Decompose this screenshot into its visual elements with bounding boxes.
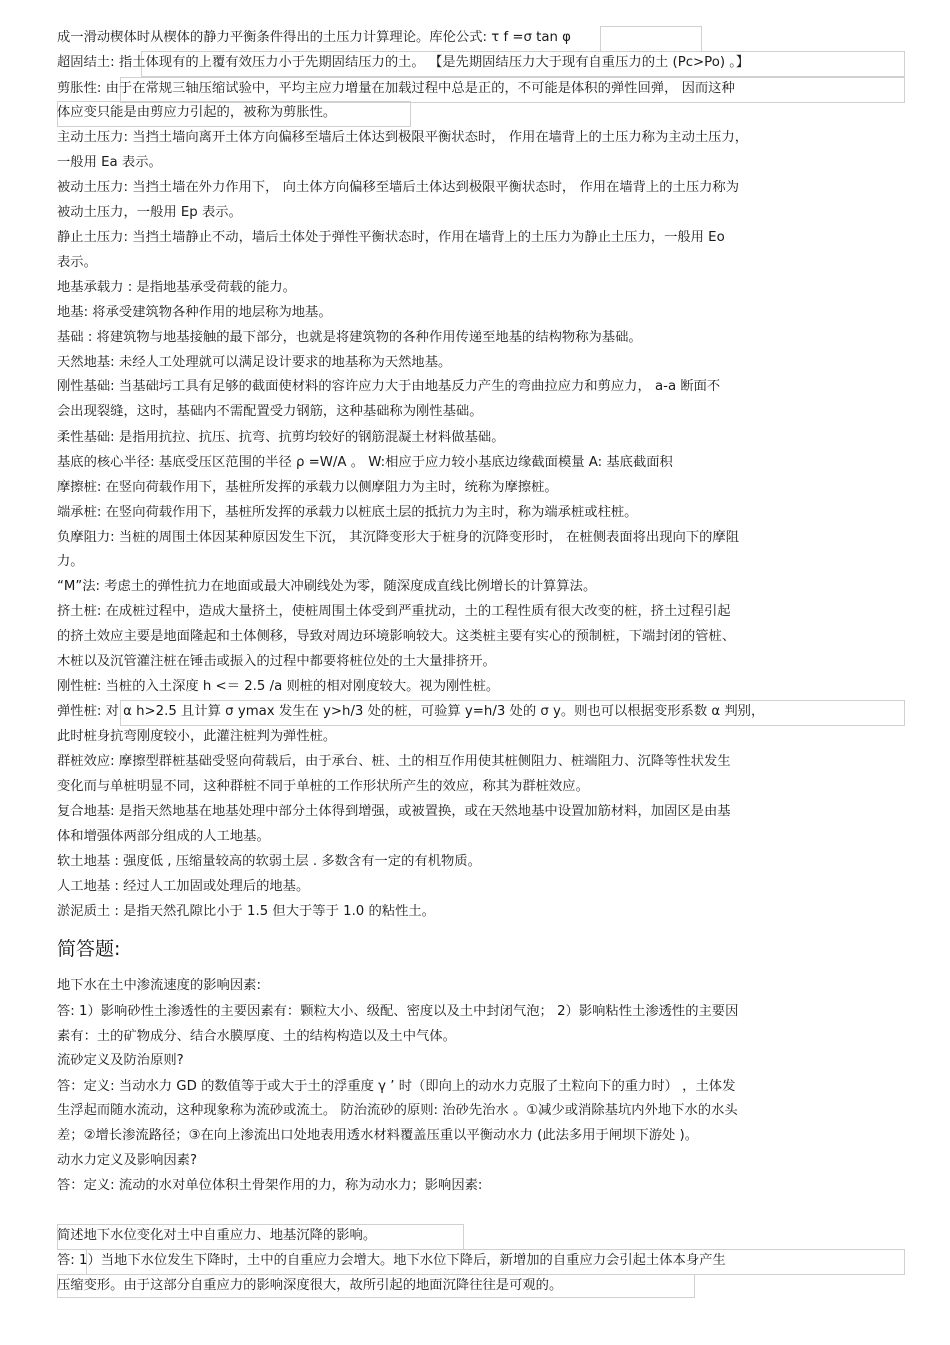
definition-line: 负摩阻力: 当桩的周围土体因某种原因发生下沉， 其沉降变形大于桩身的沉降变形时， 在桩侧表面将出现向下的摩阻 <box>57 530 740 545</box>
definition-line: 刚性桩: 当桩的入土深度 h <＝ 2.5 /a 则桩的相对刚度较大。视为刚性桩。 <box>57 679 500 694</box>
definition-line: “M”法: 考虑土的弹性抗力在地面或最大冲刷线处为零，随深度成直线比例增长的计算算法。 <box>57 579 597 594</box>
definition-line: 主动土压力: 当挡土墙向离开土体方向偏移至墙后土体达到极限平衡状态时， 作用在墙背上的土压力称为主动土压力， <box>57 130 749 145</box>
definition-line: 体和增强体两部分组成的人工地基。 <box>57 829 270 844</box>
qa-line: 生浮起而随水流动，这种现象称为流砂或流土。 防治流砂的原则: 治砂先治水 。①减少或消除基坑内外地下水的水头 <box>57 1103 738 1118</box>
qa-line: 答: 1）影响砂性土渗透性的主要因素有：颗粒大小、级配、密度以及土中封闭气泡； 2）影响粘性土渗透性的主要因 <box>57 1004 739 1019</box>
definition-line: 的挤土效应主要是地面隆起和土体侧移，导致对周边环境影响较大。这类桩主要有实心的预制桩，下端封闭的管桩、 <box>57 629 736 644</box>
definition-line: 被动土压力: 当挡土墙在外力作用下， 向土体方向偏移至墙后土体达到极限平衡状态时， 作用在墙背上的土压力称为 <box>57 180 740 195</box>
qa-line: 差；②增长渗流路径；③在向上渗流出口处地表用透水材料覆盖压重以平衡动水力 (此法多用于闸坝下游处 )。 <box>57 1128 699 1143</box>
definition-line: 挤土桩: 在成桩过程中，造成大量挤土，使桩周围土体受到严重扰动，土的工程性质有很大改变的桩，挤土过程引起 <box>57 604 731 619</box>
definition-line: 端承桩: 在竖向荷载作用下，基桩所发挥的承载力以桩底土层的抵抗力为主时，称为端承桩或柱桩。 <box>57 505 638 520</box>
definition-line: 基底的核心半径: 基底受压区范围的半径 ρ =W/A 。 W:相应于应力较小基底边缘截面模量 A: 基底截面积 <box>57 455 673 470</box>
definition-line: 地基: 将承受建筑物各种作用的地层称为地基。 <box>57 305 332 320</box>
definition-line: 会出现裂缝，这时，基础内不需配置受力钢筋，这种基础称为刚性基础。 <box>57 404 483 419</box>
definition-line: 超固结土: 指土体现有的上覆有效压力小于先期固结压力的土。 【是先期固结压力大于现有自重压力的土 (Pc>Po) 。】 <box>57 55 750 70</box>
definition-line: 一般用 Ea 表示。 <box>57 155 162 170</box>
definition-line: 天然地基: 未经人工处理就可以满足设计要求的地基称为天然地基。 <box>57 355 452 370</box>
definition-line: 地基承载力 : 是指地基承受荷载的能力。 <box>57 280 296 295</box>
definition-line: 复合地基: 是指天然地基在地基处理中部分土体得到增强，或被置换，或在天然地基中设置加筋材料，加固区是由基 <box>57 804 731 819</box>
qa-line: 流砂定义及防治原则? <box>57 1053 184 1068</box>
definition-line: 变化而与单桩明显不同，这种群桩不同于单桩的工作形状所产生的效应，称其为群桩效应。 <box>57 779 589 794</box>
definition-line: 群桩效应: 摩擦型群桩基础受竖向荷载后，由于承台、桩、土的相互作用使其桩侧阻力、桩端阻力、沉降等性状发生 <box>57 754 731 769</box>
definition-line: 木桩以及沉管灌注桩在锤击或振入的过程中都要将桩位处的土大量排挤开。 <box>57 654 496 669</box>
definition-line: 成一滑动楔体时从楔体的静力平衡条件得出的土压力计算理论。库伦公式: τ f =σ tan φ <box>57 30 571 45</box>
qa-line: 地下水在土中渗流速度的影响因素: <box>57 978 261 993</box>
qa-line: 动水力定义及影响因素? <box>57 1153 198 1168</box>
definition-line: 柔性基础: 是指用抗拉、抗压、抗弯、抗剪均较好的钢筋混凝土材料做基础。 <box>57 430 505 445</box>
definition-line: 基础 : 将建筑物与地基接触的最下部分，也就是将建筑物的各种作用传递至地基的结构物称为基础。 <box>57 330 642 345</box>
definition-line: 静止土压力: 当挡土墙静止不动，墙后土体处于弹性平衡状态时，作用在墙背上的土压力为静止土压力，一般用 Eo <box>57 230 725 245</box>
qa-line: 答：定义: 当动水力 GD 的数值等于或大于土的浮重度 γ ’ 时（即向上的动水力克服了土粒向下的重力时） ，土体发 <box>57 1079 736 1094</box>
qa-line: 简述地下水位变化对土中自重应力、地基沉降的影响。 <box>57 1228 377 1243</box>
definition-line: 人工地基 : 经过人工加固或处理后的地基。 <box>57 879 310 894</box>
definition-line: 摩擦桩: 在竖向荷载作用下，基桩所发挥的承载力以侧摩阻力为主时，统称为摩擦桩。 <box>57 480 558 495</box>
qa-line: 答: 1）当地下水位发生下降时，土中的自重应力会增大。地下水位下降后，新增加的自重应力会引起土体本身产生 <box>57 1253 726 1268</box>
qa-line: 压缩变形。由于这部分自重应力的影响深度很大，故所引起的地面沉降往往是可观的。 <box>57 1278 563 1293</box>
qa-line: 答：定义: 流动的水对单位体积土骨架作用的力，称为动水力；影响因素: <box>57 1178 483 1193</box>
definition-line: 被动土压力，一般用 Ep 表示。 <box>57 205 242 220</box>
qa-line: 素有：土的矿物成分、结合水膜厚度、土的结构构造以及土中气体。 <box>57 1029 456 1044</box>
section-heading: 简答题: <box>57 938 121 960</box>
definition-line: 剪胀性: 由于在常规三轴压缩试验中，平均主应力增量在加载过程中总是正的，不可能是体积的弹性回弹， 因而这种 <box>57 81 735 96</box>
definition-line: 体应变只能是由剪应力引起的，被称为剪胀性。 <box>57 105 337 120</box>
definition-line: 表示。 <box>57 255 97 270</box>
definition-line: 力。 <box>57 554 84 569</box>
definition-line: 此时桩身抗弯刚度较小，此灌注桩判为弹性桩。 <box>57 729 337 744</box>
definition-line: 弹性桩: 对 α h>2.5 且计算 σ ymax 发生在 y>h/3 处的桩，可验算 y=h/3 处的 σ y。则也可以根据变形系数 α 判别， <box>57 704 765 719</box>
definition-line: 淤泥质土 : 是指天然孔隙比小于 1.5 但大于等于 1.0 的粘性土。 <box>57 904 435 919</box>
definition-line: 刚性基础: 当基础圬工具有足够的截面使材料的容许应力大于由地基反力产生的弯曲拉应力和剪应力， a-a 断面不 <box>57 379 721 394</box>
definition-line: 软土地基 : 强度低 , 压缩量较高的软弱土层 . 多数含有一定的有机物质。 <box>57 854 481 869</box>
